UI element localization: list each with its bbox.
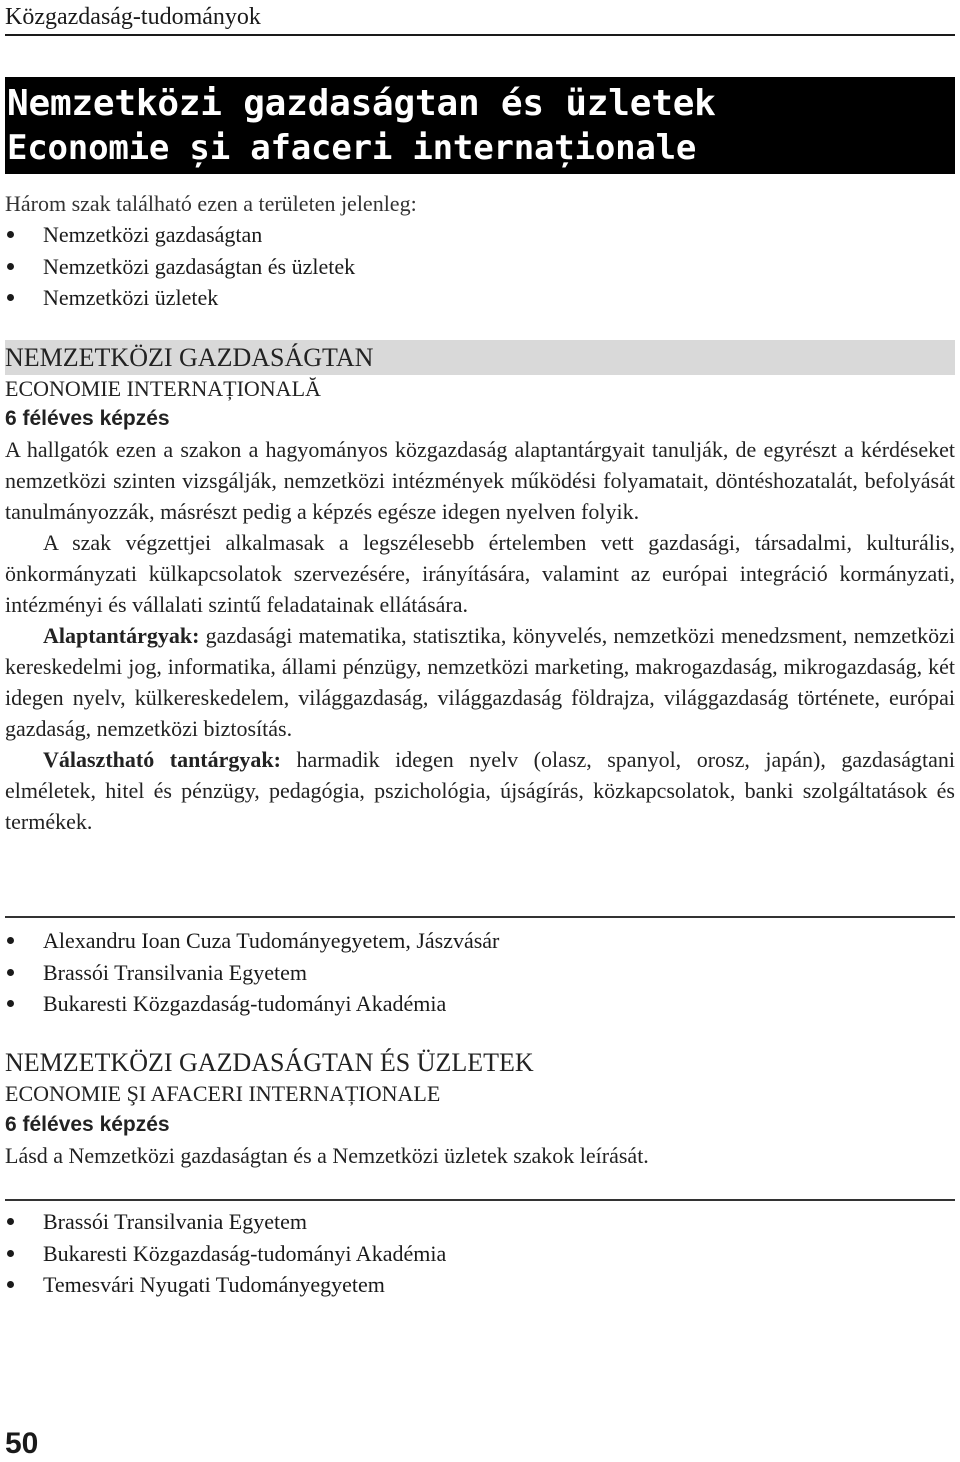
core-subjects-paragraph — [5, 620, 955, 744]
list-item: Nemzetközi üzletek — [5, 282, 955, 314]
section-subtitle: ECONOMIE ŞI AFACERI INTERNAȚIONALE — [5, 1081, 441, 1106]
program-duration: 6 féléves képzés — [5, 1113, 170, 1136]
list-item: Nemzetközi gazdaságtan — [5, 219, 955, 251]
intro-text: Három szak található ezen a területen jelenleg: — [5, 191, 417, 216]
university-list — [5, 925, 955, 1020]
bullet-icon — [7, 263, 14, 270]
intro-list — [5, 219, 955, 314]
running-header: Közgazdaság-tudományok — [5, 4, 261, 30]
description-paragraph: Lásd a Nemzetközi gazdaságtan és a Nemzetközi üzletek szakok leírását. — [5, 1143, 649, 1168]
list-item: Bukaresti Közgazdaság-tudományi Akadémia — [5, 988, 955, 1020]
section-title: NEMZETKÖZI GAZDASÁGTAN — [5, 343, 374, 372]
page-number: 50 — [5, 1427, 39, 1460]
elective-subjects-label: Választható tantárgyak: — [43, 747, 281, 772]
section-divider — [5, 916, 955, 918]
section-title: NEMZETKÖZI GAZDASÁGTAN ÉS ÜZLETEK — [5, 1048, 534, 1077]
elective-subjects-paragraph — [5, 744, 955, 837]
list-item: Bukaresti Közgazdaság-tudományi Akadémia — [5, 1238, 955, 1270]
bullet-icon — [7, 1000, 14, 1007]
section-body — [5, 434, 955, 837]
list-item: Alexandru Ioan Cuza Tudományegyetem, Jászvásár — [5, 925, 955, 957]
elective-subjects-text: harmadik idegen nyelv (olasz, spanyol, orosz, japán), gazdaságtani elméletek, hitel és pénzügy, pedagógia, pszichológia, újságírás, közkapcsolatok, banki szolgáltatások és termékek. — [5, 747, 956, 834]
section-body — [5, 1140, 955, 1171]
section-subtitle: ECONOMIE INTERNAȚIONALĂ — [5, 376, 321, 401]
chapter-title-hungarian: Nemzetközi gazdaságtan és üzletek — [7, 83, 716, 124]
core-subjects-text: gazdasági matematika, statisztika, könyvelés, nemzetközi menedzsment, nemzetközi kereskedelmi jog, informatika, állami pénzügy, nemzetközi marketing, makrogazdaság, mikrogazdaság, két idegen nyelv, külkereskedelem, világgazdaság, világgazdaság földrajza, világgazdaság története, európai gazdaság, nemzetközi biztosítás. — [5, 623, 955, 741]
description-paragraph: A szak végzettjei alkalmasak a legszélesebb értelemben vett gazdasági, társadalmi, kulturális, önkormányzati külkapcsolatok szervezésére, irányítására, valamint az európai integráció kormányzati, intézményi és vállalati szintű feladatainak ellátására. — [5, 530, 955, 617]
bullet-icon — [7, 969, 14, 976]
chapter-title-block — [5, 77, 955, 174]
bullet-icon — [7, 1281, 14, 1288]
description-paragraph: A hallgatók ezen a szakon a hagyományos közgazdaság alaptantárgyait tanulják, de egyrészt a kérdéseket nemzetközi szinten vizsgálják, nemzetközi intézmények működési folyamatait, döntéshozatalát, befolyását tanulmányozzák, másrészt pedig a képzés egésze idegen nyelven folyik. — [5, 437, 955, 524]
list-item: Temesvári Nyugati Tudományegyetem — [5, 1269, 955, 1301]
chapter-title-romanian: Economie și afaceri internaționale — [7, 128, 697, 168]
program-duration: 6 féléves képzés — [5, 407, 170, 430]
bullet-icon — [7, 1218, 14, 1225]
list-item: Brassói Transilvania Egyetem — [5, 1206, 955, 1238]
core-subjects-label: Alaptantárgyak: — [43, 623, 200, 648]
section-divider — [5, 1199, 955, 1201]
bullet-icon — [7, 294, 14, 301]
header-rule — [5, 34, 955, 36]
list-item: Brassói Transilvania Egyetem — [5, 957, 955, 989]
bullet-icon — [7, 937, 14, 944]
list-item: Nemzetközi gazdaságtan és üzletek — [5, 251, 955, 283]
bullet-icon — [7, 231, 14, 238]
bullet-icon — [7, 1250, 14, 1257]
university-list — [5, 1206, 955, 1301]
